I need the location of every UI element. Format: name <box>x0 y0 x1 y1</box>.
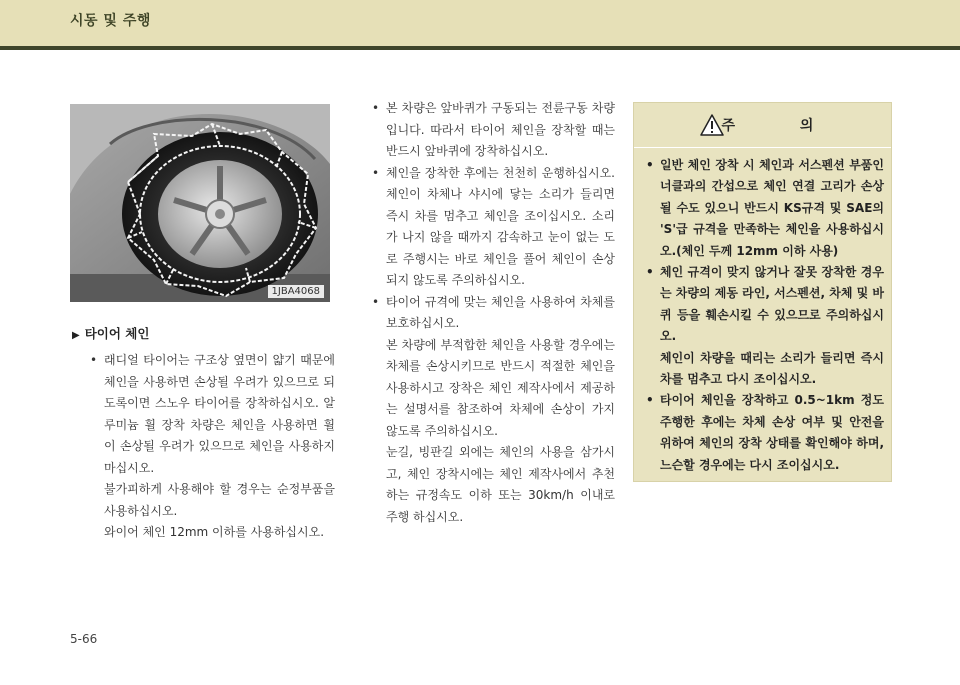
paragraph: • 일반 체인 장착 시 체인과 서스펜션 부품인 너클과의 간섭으로 체인 연결 고리가 손상될 수도 있으니 반드시 KS규격 및 SAE의 'S'급 규격을 만족하는 체인을 사용하십시오.(체인 두께 12mm 이하 사용) <box>660 158 884 258</box>
bullet-item <box>644 155 884 262</box>
paragraph: 체인이 차량을 때리는 소리가 들리면 즉시 차를 멈추고 다시 조이십시오. <box>660 350 884 387</box>
triangle-right-icon: ▶ <box>72 330 80 341</box>
caution-bullets <box>644 155 884 476</box>
paragraph: • 래디얼 타이어는 구조상 옆면이 얇기 때문에 체인을 사용하면 손상될 우려가 있으므로 되도록이면 스노우 타이어를 장착하십시오. 알루미늄 휠 장착 차량은 체인을 사용하면 휠이 손상될 우려가 있으므로 체인을 사용하지 마십시오. <box>104 353 335 475</box>
bullet-item <box>370 292 615 529</box>
tire-chain-illustration <box>70 104 330 302</box>
paragraph: 와이어 체인 12mm 이하를 사용하십시오. <box>104 525 325 539</box>
paragraph: • 타이어 체인을 장착하고 0.5~1km 정도 주행한 후에는 차체 손상 여부 및 안전을 위하여 체인의 장착 상태를 확인해야 하며, 느슨할 경우에는 다시 조이십시오. <box>660 393 884 472</box>
section-title <box>72 324 149 342</box>
tire-chain-bullets <box>88 350 335 544</box>
section-title-text: 타이어 체인 <box>84 326 150 341</box>
tire-chain-drawing <box>70 104 330 302</box>
paragraph: 본 차량에 부적합한 체인을 사용할 경우에는 차체를 손상시키므로 반드시 적절한 체인을 사용하시고 장착은 체인 제작사에서 제공하는 설명서를 참조하여 차체에 손상이 가지 않도록 주의하십시오. <box>386 337 615 438</box>
bullet-item <box>644 262 884 390</box>
bullet-item <box>88 350 335 544</box>
caution-header <box>634 103 891 148</box>
caution-box <box>633 102 892 482</box>
paragraph: 눈길, 빙판길 외에는 체인의 사용을 삼가시고, 체인 장착시에는 체인 제작사에서 추천하는 규정속도 이하 또는 30km/h 이내로 주행 하십시오. <box>386 445 615 524</box>
middle-bullets <box>370 98 615 528</box>
paragraph: • 타이어 규격에 맞는 체인을 사용하여 차체를 보호하십시오. <box>386 294 615 330</box>
chapter-title: 시동 및 주행 <box>70 13 151 29</box>
caution-title: 주 의 <box>721 118 844 134</box>
bullet-item <box>370 163 615 292</box>
bullet-item <box>370 98 615 163</box>
bullet-item <box>644 390 884 476</box>
paragraph: • 본 차량은 앞바퀴가 구동되는 전륜구동 차량입니다. 따라서 타이어 체인을 장착할 때는 반드시 앞바퀴에 장착하십시오. <box>386 101 615 158</box>
paragraph: • 체인 규격이 맞지 않거나 잘못 장착한 경우는 차량의 제동 라인, 서스펜션, 차체 및 바퀴 등을 훼손시킬 수 있으므로 주의하십시오. <box>660 265 884 344</box>
paragraph: • 체인을 장착한 후에는 천천히 운행하십시오. 체인이 차체나 샤시에 닿는 소리가 들리면 즉시 차를 멈추고 체인을 조이십시오. 소리가 나지 않을 때까지 감속하고 눈이 없는 도로 주행시는 바로 체인을 풀어 체인이 손상되지 않도록 주의하십시오. <box>386 165 615 287</box>
page-header <box>0 0 960 50</box>
warning-triangle-icon <box>700 114 724 136</box>
paragraph: 불가피하게 사용해야 할 경우는 순정부품을 사용하십시오. <box>104 482 335 518</box>
figure-code: 1JBA4068 <box>268 285 324 298</box>
page-number: 5-66 <box>70 632 98 646</box>
